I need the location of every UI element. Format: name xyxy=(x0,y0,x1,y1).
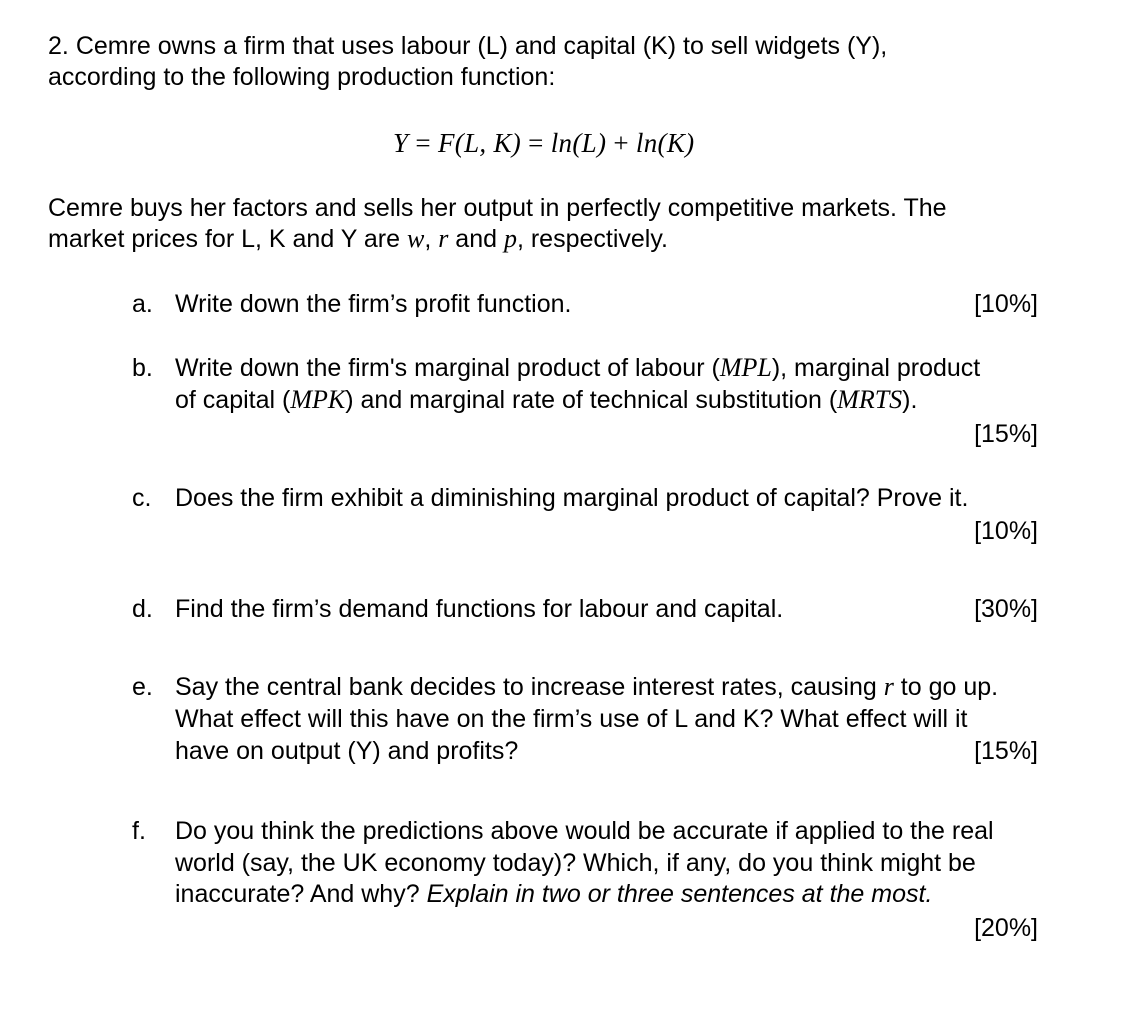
mrts-symbol: MRTS xyxy=(837,385,903,414)
market-text-line-2 xyxy=(48,223,668,255)
part-a-marks: [10%] xyxy=(974,290,1038,318)
part-e-line-1-post: to go up. xyxy=(893,673,999,701)
rent-symbol: r xyxy=(438,224,449,253)
part-f-line-2: world (say, the UK economy today)? Which, if any, do you think might be xyxy=(175,849,976,877)
question-number: 2. xyxy=(48,32,69,60)
part-a-text: Write down the firm’s profit function. xyxy=(175,290,572,318)
part-e-line-3: have on output (Y) and profits? xyxy=(175,737,519,765)
part-b-line-1-pre: Write down the firm's marginal product of labour ( xyxy=(175,354,720,382)
wage-symbol: w xyxy=(406,224,425,253)
mpk-symbol: MPK xyxy=(290,385,346,414)
part-e-marks: [15%] xyxy=(974,737,1038,765)
part-c-marks: [10%] xyxy=(974,517,1038,545)
part-a-letter: a. xyxy=(132,290,153,318)
eq-plus: + xyxy=(613,128,629,158)
part-e-letter: e. xyxy=(132,673,153,701)
market-and: and xyxy=(448,225,504,253)
interest-rate-symbol: r xyxy=(883,672,894,701)
part-b-line-1 xyxy=(175,352,980,384)
part-d-marks: [30%] xyxy=(974,595,1038,623)
eq-lhs-y: Y xyxy=(393,128,409,158)
market-prices-pre: market prices for L, K and Y are xyxy=(48,225,401,253)
part-f-line-3-pre: inaccurate? And why? xyxy=(175,880,427,908)
part-d-text: Find the firm’s demand functions for labour and capital. xyxy=(175,595,784,623)
question-intro-text-1: Cemre owns a firm that uses labour (L) and capital (K) to sell widgets (Y), xyxy=(75,32,888,60)
part-f-line-3-italic: Explain in two or three sentences at the most. xyxy=(426,880,933,908)
part-f-line-3 xyxy=(175,878,932,910)
eq-arg-1: (L) xyxy=(572,128,607,158)
production-function-equation xyxy=(393,127,694,159)
part-b-letter: b. xyxy=(132,354,153,382)
market-prices-post: , respectively. xyxy=(516,225,668,253)
part-c-letter: c. xyxy=(132,484,152,512)
part-b-line-2-mid: ) and marginal rate of technical substitution ( xyxy=(345,386,838,414)
part-f-letter: f. xyxy=(132,817,146,845)
mpl-symbol: MPL xyxy=(719,353,772,382)
eq-ln-2: ln xyxy=(635,128,658,158)
part-b-line-1-post: ), marginal product xyxy=(771,354,981,382)
eq-equals-2: = xyxy=(528,128,544,158)
market-text-line-1: Cemre buys her factors and sells her output in perfectly competitive markets. The xyxy=(48,194,947,222)
part-b-line-2-pre: of capital ( xyxy=(175,386,291,414)
part-f-marks: [20%] xyxy=(974,914,1038,942)
part-e-line-1-pre: Say the central bank decides to increase interest rates, causing xyxy=(175,673,884,701)
eq-args: (L, K) xyxy=(454,128,522,158)
part-d-letter: d. xyxy=(132,595,153,623)
question-intro-line-1 xyxy=(48,30,887,62)
eq-f: F xyxy=(437,128,455,158)
part-b-marks: [15%] xyxy=(974,420,1038,448)
market-sep-1: , xyxy=(424,225,439,253)
question-intro-line-2: according to the following production function: xyxy=(48,63,556,91)
eq-arg-2: (K) xyxy=(657,128,695,158)
part-e-line-1 xyxy=(175,671,998,703)
eq-equals-1: = xyxy=(415,128,431,158)
part-f-line-1: Do you think the predictions above would be accurate if applied to the real xyxy=(175,817,994,845)
eq-ln-1: ln xyxy=(550,128,573,158)
part-c-text: Does the firm exhibit a diminishing marginal product of capital? Prove it. xyxy=(175,484,969,512)
part-e-line-2: What effect will this have on the firm’s use of L and K? What effect will it xyxy=(175,705,968,733)
part-b-line-2-post: ). xyxy=(902,386,918,414)
price-symbol: p xyxy=(503,224,517,253)
part-b-line-2 xyxy=(175,384,917,416)
